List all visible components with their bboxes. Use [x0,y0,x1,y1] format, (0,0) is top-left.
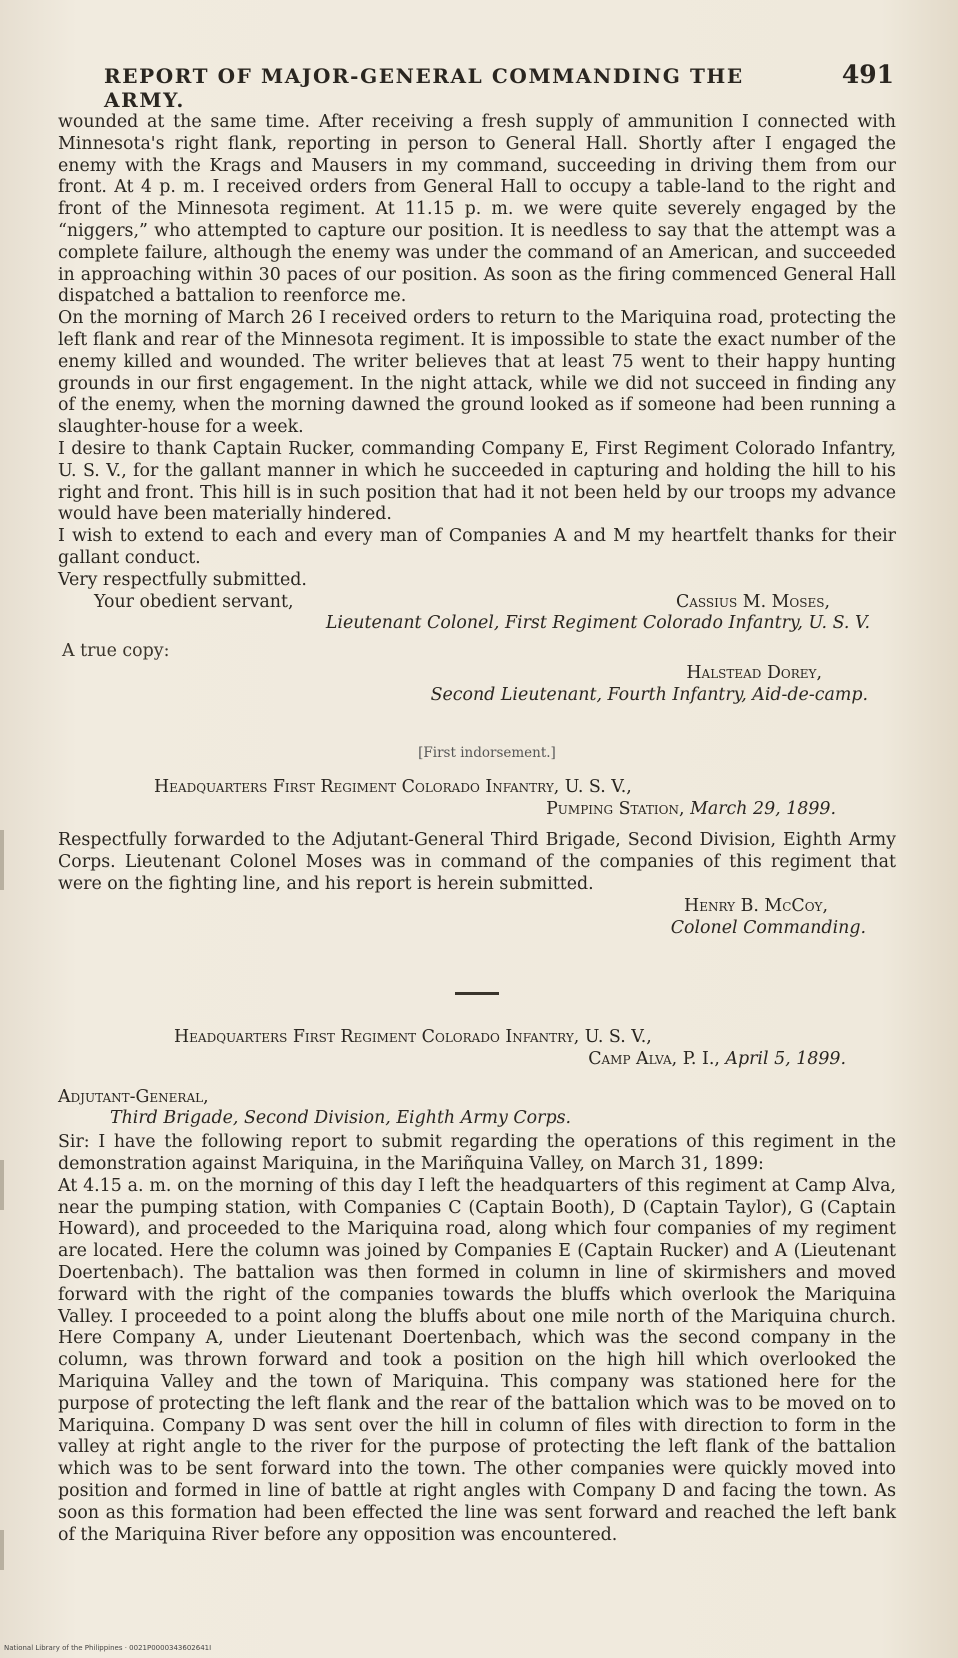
report-date: April 5, 1899. [725,1048,846,1069]
indorsement-text: Respectfully forwarded to the Adjutant-General Third Brigade, Second Division, Eighth Army Corps. Lieutenant Colonel Moses was in command of the companies of this regiment that were on the fighting line, and his report is herein submitted. [58,830,896,894]
indorsement-label: [First indorsement.] [418,745,556,761]
report-place: Camp Alva, P. I., [588,1048,720,1069]
indorsement-date: March 29, 1899. [690,798,836,819]
signature-title: Lieutenant Colonel, First Regiment Colorado Infantry, U. S. V. [325,613,870,634]
indorsement-signature-name: Henry B. McCoy, [684,895,828,916]
paragraph: At 4.15 a. m. on the morning of this day I left the headquarters of this regiment at Camp Alva, near the pumping station, with Companies C (Captain Booth), D (Captain Taylor), G (Captain Howard), and proceeded to the Mariquina road, along which four companies of my regiment are located. Here the column was joined by Companies E (Captain Rucker) and A (Lieutenant Doertenbach). The battalion was then formed in column in line of skirmishers and moved forward with the right of the companies towards the bluffs which overlook the Mariquina Valley. I proceeded to a point along the bluffs about one mile north of the Mariquina church. Here Company A, under Lieutenant Doertenbach, which was the second company in the column, was thrown forward and took a position on the high hill which overlooked the Mariquina Valley and the town of Mariquina. This company was stationed here for the purpose of protecting the left flank and the rear of the battalion which was to be moved on to Mariquina. Company D was sent over the hill in column of files with direction to form in the valley at right angle to the river for the purpose of protecting the left flank of the battalion which was to be sent forward into the town. The other companies were quickly moved into position and formed in line of battle at right angles with Company D and facing the town. As soon as this formation had been effected the line was sent forward and reached the left bank of the Mariquina River before any opposition was encountered. [58,1175,896,1545]
page-number: 491 [841,60,894,89]
indorsement-place: Pumping Station, [546,798,685,819]
closing-line: Very respectfully submitted. [58,569,307,590]
report-body [58,112,896,707]
addressee-unit: Third Brigade, Second Division, Eighth Army Corps. [110,1108,572,1129]
paragraph: I desire to thank Captain Rucker, commanding Company E, First Regiment Colorado Infantry, U. S. V., for the gallant manner in which he succeeded in capturing and holding the hill to his right and front. This hill is in such position that had it not been held by our troops my advance would have been materially hindered. [58,438,896,525]
paragraph: On the morning of March 26 I received orders to return to the Mariquina road, protecting the left flank and rear of the Minnesota regiment. It is impossible to state the exact number of the enemy killed and wounded. The writer believes that at least 75 went to their happy hunting grounds in our first engagement. In the night attack, while we did not succeed in finding any of the enemy, when the morning dawned the ground looked as if someone had been running a slaughter-house for a week. [58,308,896,438]
true-copy-label: A true copy: [62,641,170,662]
header-title: REPORT OF MAJOR-GENERAL COMMANDING THE ARMY. [104,64,744,112]
paragraph: I wish to extend to each and every man of Companies A and M my heartfelt thanks for their gallant conduct. [58,526,896,568]
paragraph: wounded at the same time. After receiving a fresh supply of ammunition I connected with Minnesota's right flank, reporting in person to General Hall. Shortly after I engaged the enemy with the Krags and Mausers in my command, succeeding in driving them from our front. At 4 p. m. I received orders from General Hall to occupy a table-land to the right and front of the Minnesota regiment. At 11.15 p. m. we were quite severely engaged by the “niggers,” who attempted to capture our position. It is needless to say that the attempt was a complete failure, although the enemy was under the command of an American, and succeeded in approaching within 30 paces of our position. As soon as the firing commenced General Hall dispatched a battalion to reenforce me. [58,112,896,307]
closing-row [58,592,896,614]
running-header [104,60,894,112]
section-divider [455,992,499,995]
report-place-date [58,1049,896,1071]
signature-name: Cassius M. Moses, [675,591,830,612]
indorsement-place-date [58,799,896,821]
margin-mark [0,1530,4,1570]
margin-mark [0,830,4,890]
indorsement-headquarters: Headquarters First Regiment Colorado Infantry, U. S. V., [154,776,632,797]
indorsement-signature-title: Colonel Commanding. [670,917,866,938]
copy-signature-name: Halstead Dorey, [686,662,822,683]
addressee: Adjutant-General, [58,1086,209,1107]
paragraph: Sir: I have the following report to submit regarding the operations of this regiment in the demonstration against Mariquina, in the Mariñquina Valley, on March 31, 1899: [58,1132,896,1174]
closing-line: Your obedient servant, [94,591,294,612]
report-headquarters: Headquarters First Regiment Colorado Infantry, U. S. V., [174,1027,652,1047]
scan-footer: National Library of the Philippines · 0021P0000343602641I [4,1644,212,1652]
april-report [58,1027,896,1546]
first-indorsement [58,743,896,939]
copy-signature-title: Second Lieutenant, Fourth Infantry, Aid-de-camp. [430,684,868,705]
margin-mark [0,1160,4,1210]
